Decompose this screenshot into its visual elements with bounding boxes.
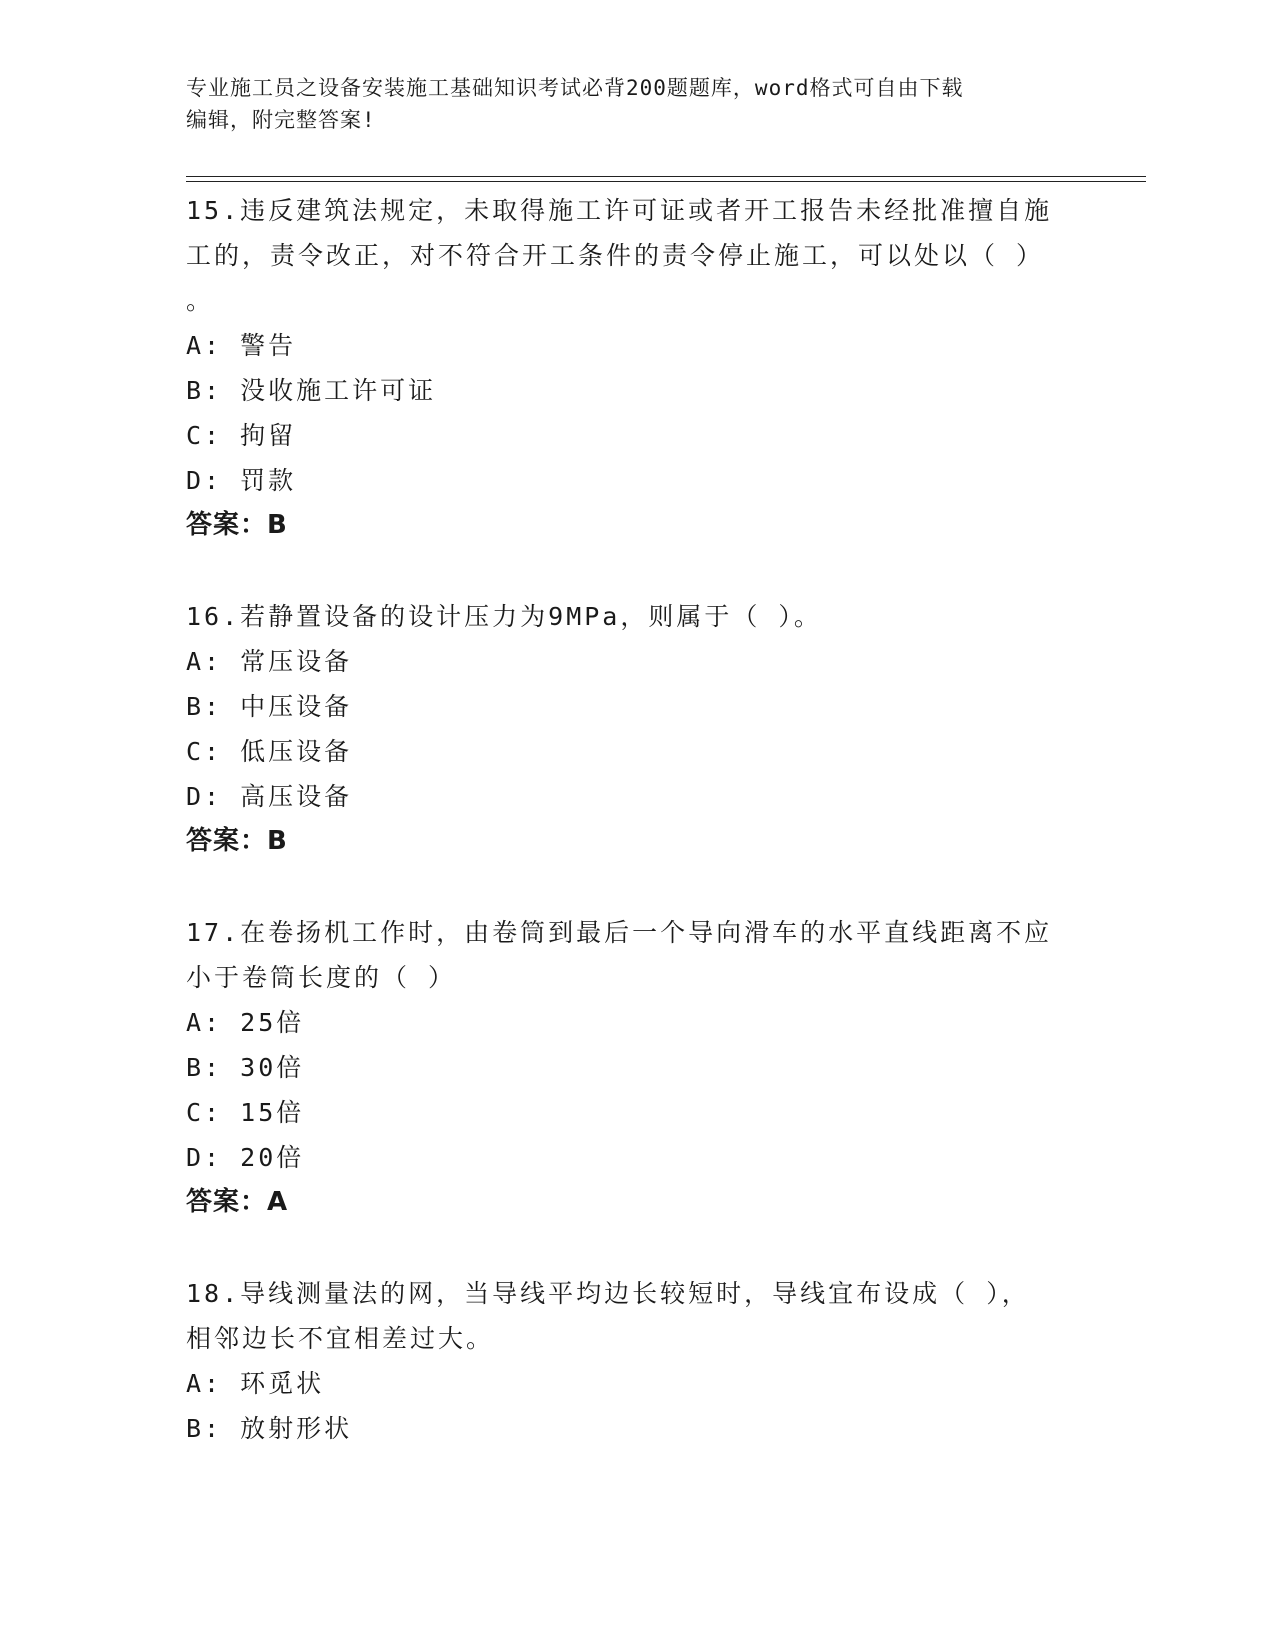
question-text-line: 16.若静置设备的设计压力为9MPa，则属于（ ）。 [186, 602, 822, 631]
document-header [186, 72, 1066, 136]
header-line-2: 编辑，附完整答案! [186, 108, 376, 132]
question-text-line: 相邻边长不宜相差过大。 [186, 1324, 495, 1353]
option-d: D: 高压设备 [186, 782, 353, 811]
question-list [186, 188, 1086, 1497]
question-text-line: 18.导线测量法的网，当导线平均边长较短时，导线宜布设成（ ）， [186, 1279, 1030, 1308]
answer: 答案：A [186, 1187, 289, 1217]
option-b: B: 放射形状 [186, 1414, 353, 1443]
option-c: C: 15倍 [186, 1098, 305, 1127]
option-c: C: 低压设备 [186, 737, 353, 766]
option-a: A: 25倍 [186, 1008, 305, 1037]
option-d: D: 罚款 [186, 466, 297, 495]
question-17 [186, 910, 1086, 1225]
option-b: B: 中压设备 [186, 692, 353, 721]
header-line-1: 专业施工员之设备安装施工基础知识考试必背200题题库，word格式可自由下载 [186, 76, 964, 100]
option-a: A: 常压设备 [186, 647, 353, 676]
question-16 [186, 594, 1086, 864]
option-d: D: 20倍 [186, 1143, 305, 1172]
question-15 [186, 188, 1086, 548]
question-18 [186, 1271, 1086, 1451]
question-text-line: 小于卷筒长度的（ ） [186, 963, 457, 992]
answer: 答案：B [186, 510, 288, 540]
question-text-line: 工的，责令改正，对不符合开工条件的责令停止施工，可以处以（ ） [186, 241, 1045, 270]
option-b: B: 30倍 [186, 1053, 305, 1082]
answer: 答案：B [186, 826, 288, 856]
question-text-line: 17.在卷扬机工作时，由卷筒到最后一个导向滑车的水平直线距离不应 [186, 918, 1053, 947]
option-a: A: 警告 [186, 331, 297, 360]
option-c: C: 拘留 [186, 421, 297, 450]
question-text-line: 15.违反建筑法规定，未取得施工许可证或者开工报告未经批准擅自施 [186, 196, 1053, 225]
option-b: B: 没收施工许可证 [186, 376, 437, 405]
question-text-line: 。 [186, 286, 215, 315]
header-divider-top [186, 176, 1146, 177]
header-divider-bottom [186, 181, 1146, 182]
option-a: A: 环觅状 [186, 1369, 325, 1398]
